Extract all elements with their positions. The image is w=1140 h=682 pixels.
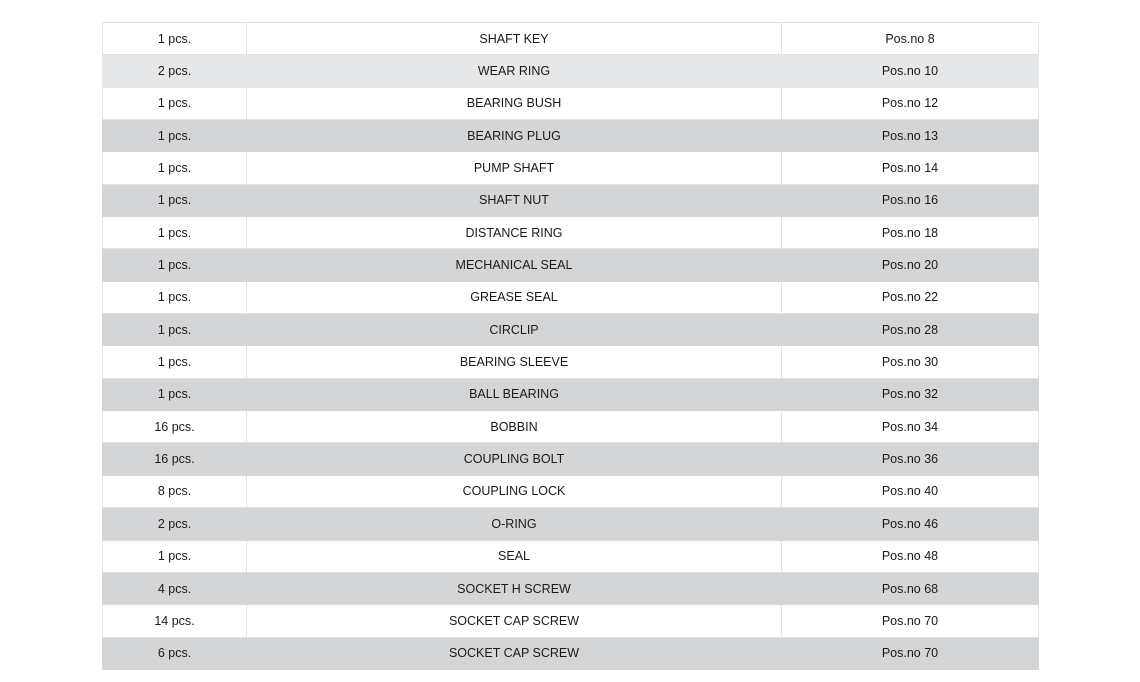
quantity-cell: 6 pcs.	[103, 637, 247, 669]
part-name-cell: SEAL	[247, 540, 782, 572]
quantity-cell: 1 pcs.	[103, 314, 247, 346]
position-cell: Pos.no 32	[782, 378, 1039, 410]
position-cell: Pos.no 40	[782, 475, 1039, 507]
part-name-cell: SOCKET H SCREW	[247, 572, 782, 604]
table-row	[103, 152, 1039, 184]
quantity-cell: 1 pcs.	[103, 217, 247, 249]
parts-table-body	[103, 23, 1039, 670]
part-name-cell: BEARING SLEEVE	[247, 346, 782, 378]
quantity-cell: 8 pcs.	[103, 475, 247, 507]
part-name-cell: SOCKET CAP SCREW	[247, 605, 782, 637]
part-name-cell: WEAR RING	[247, 55, 782, 87]
position-cell: Pos.no 28	[782, 314, 1039, 346]
part-name-cell: SOCKET CAP SCREW	[247, 637, 782, 669]
quantity-cell: 2 pcs.	[103, 55, 247, 87]
quantity-cell: 16 pcs.	[103, 411, 247, 443]
position-cell: Pos.no 13	[782, 120, 1039, 152]
part-name-cell: SHAFT NUT	[247, 184, 782, 216]
table-row	[103, 475, 1039, 507]
position-cell: Pos.no 30	[782, 346, 1039, 378]
position-cell: Pos.no 22	[782, 281, 1039, 313]
quantity-cell: 14 pcs.	[103, 605, 247, 637]
position-cell: Pos.no 70	[782, 605, 1039, 637]
part-name-cell: COUPLING LOCK	[247, 475, 782, 507]
quantity-cell: 1 pcs.	[103, 540, 247, 572]
part-name-cell: CIRCLIP	[247, 314, 782, 346]
position-cell: Pos.no 8	[782, 23, 1039, 55]
quantity-cell: 16 pcs.	[103, 443, 247, 475]
table-row	[103, 346, 1039, 378]
position-cell: Pos.no 46	[782, 508, 1039, 540]
quantity-cell: 1 pcs.	[103, 184, 247, 216]
quantity-cell: 1 pcs.	[103, 346, 247, 378]
table-row	[103, 281, 1039, 313]
quantity-cell: 1 pcs.	[103, 378, 247, 410]
part-name-cell: BEARING BUSH	[247, 87, 782, 119]
quantity-cell: 1 pcs.	[103, 249, 247, 281]
table-row	[103, 314, 1039, 346]
table-row	[103, 411, 1039, 443]
table-row	[103, 637, 1039, 669]
quantity-cell: 4 pcs.	[103, 572, 247, 604]
part-name-cell: DISTANCE RING	[247, 217, 782, 249]
quantity-cell: 1 pcs.	[103, 120, 247, 152]
position-cell: Pos.no 48	[782, 540, 1039, 572]
table-row	[103, 443, 1039, 475]
position-cell: Pos.no 70	[782, 637, 1039, 669]
table-row	[103, 572, 1039, 604]
table-row	[103, 249, 1039, 281]
table-row	[103, 55, 1039, 87]
part-name-cell: PUMP SHAFT	[247, 152, 782, 184]
position-cell: Pos.no 20	[782, 249, 1039, 281]
quantity-cell: 1 pcs.	[103, 281, 247, 313]
position-cell: Pos.no 36	[782, 443, 1039, 475]
part-name-cell: BEARING PLUG	[247, 120, 782, 152]
table-row	[103, 540, 1039, 572]
part-name-cell: GREASE SEAL	[247, 281, 782, 313]
position-cell: Pos.no 68	[782, 572, 1039, 604]
table-row	[103, 120, 1039, 152]
part-name-cell: O-RING	[247, 508, 782, 540]
quantity-cell: 1 pcs.	[103, 87, 247, 119]
quantity-cell: 2 pcs.	[103, 508, 247, 540]
table-row	[103, 378, 1039, 410]
table-row	[103, 184, 1039, 216]
table-row	[103, 217, 1039, 249]
position-cell: Pos.no 18	[782, 217, 1039, 249]
position-cell: Pos.no 34	[782, 411, 1039, 443]
part-name-cell: MECHANICAL SEAL	[247, 249, 782, 281]
part-name-cell: BALL BEARING	[247, 378, 782, 410]
position-cell: Pos.no 14	[782, 152, 1039, 184]
position-cell: Pos.no 10	[782, 55, 1039, 87]
parts-table	[102, 22, 1039, 670]
table-row	[103, 508, 1039, 540]
table-row	[103, 23, 1039, 55]
part-name-cell: BOBBIN	[247, 411, 782, 443]
table-row	[103, 87, 1039, 119]
part-name-cell: COUPLING BOLT	[247, 443, 782, 475]
part-name-cell: SHAFT KEY	[247, 23, 782, 55]
quantity-cell: 1 pcs.	[103, 23, 247, 55]
position-cell: Pos.no 12	[782, 87, 1039, 119]
table-row	[103, 605, 1039, 637]
position-cell: Pos.no 16	[782, 184, 1039, 216]
quantity-cell: 1 pcs.	[103, 152, 247, 184]
